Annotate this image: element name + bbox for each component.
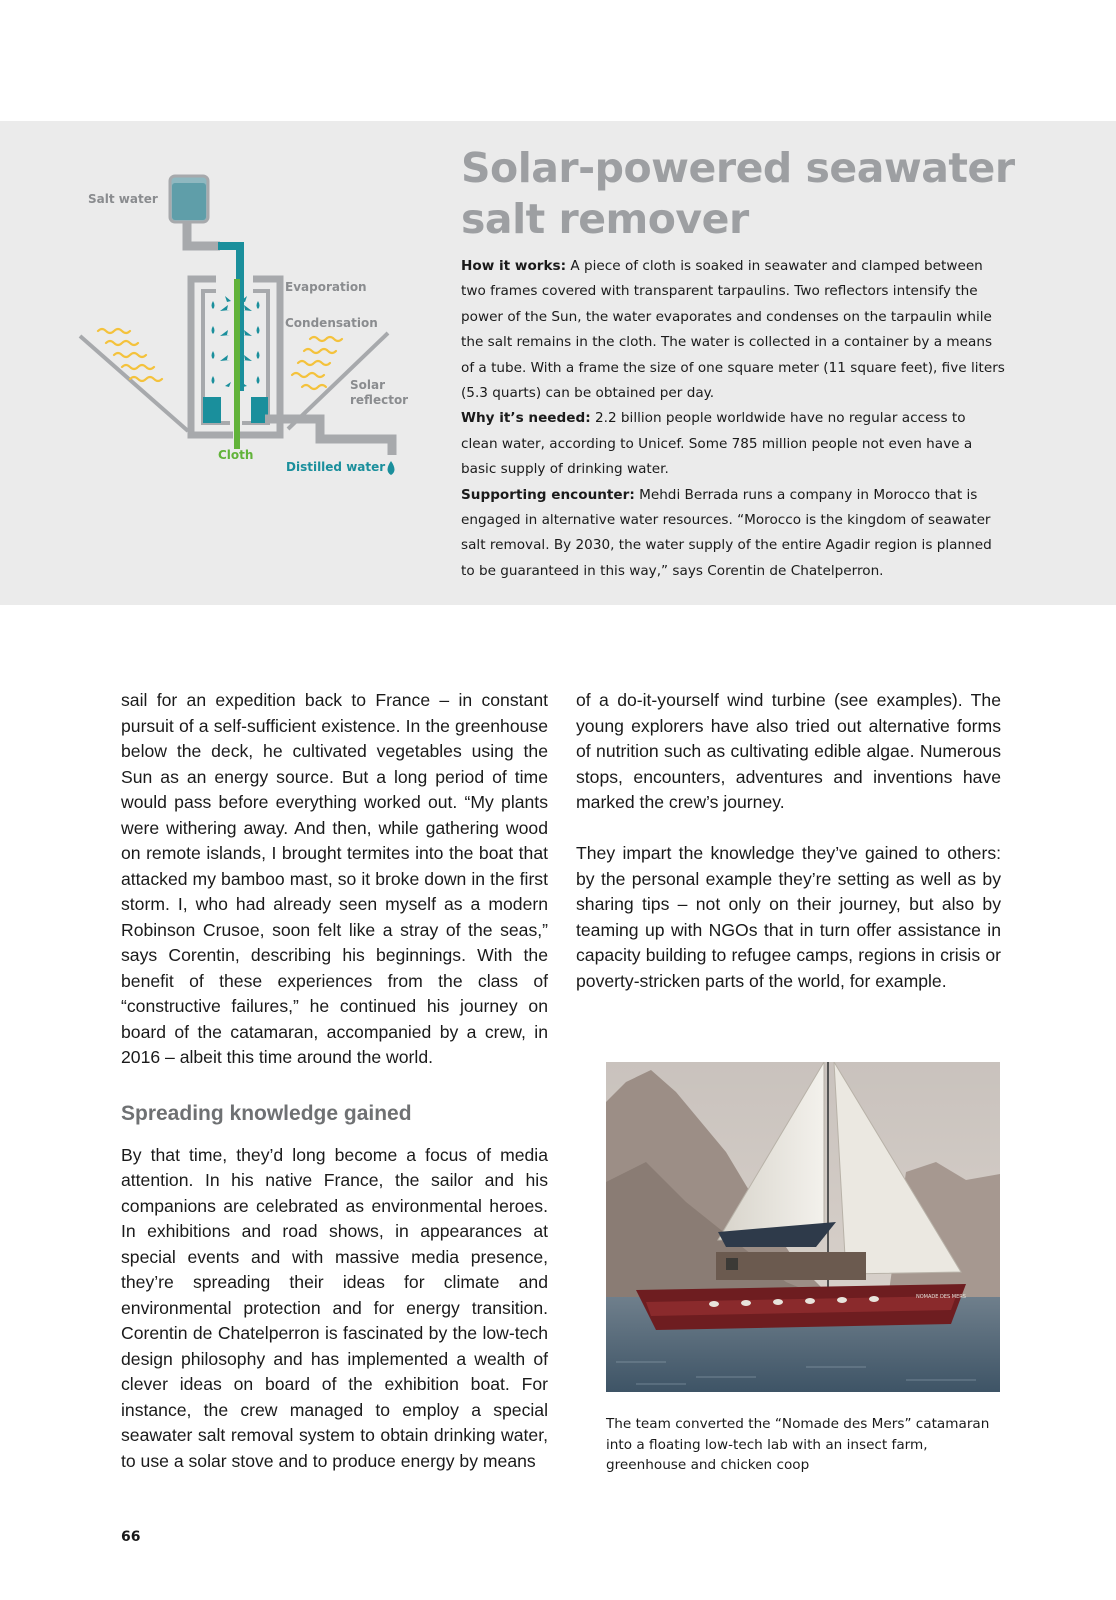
cloth xyxy=(234,279,240,449)
photo-caption: The team converted the “Nomade des Mers” catamaran into a floating low-tech lab with an insect farm, greenhouse and chicken coop xyxy=(606,1416,990,1473)
cloth-label: Cloth xyxy=(218,448,254,462)
how-it-works xyxy=(461,254,1006,406)
supporting-encounter xyxy=(461,483,1006,585)
article-paragraph: By that time, they’d long become a focus of media attention. In his native France, the sailor and his companions are celebrated as environmental heroes. In exhibitions and road shows, in appearances at special events and with massive media presence, they’re spreading their ideas for climate and environmental protection and for energy transition. Corentin de Chatelperron is fascinated by the low-tech design philosophy and has implemented a wealth of clever ideas on board of the exhibition boat. For instance, the crew managed to employ a special seawater salt removal system to obtain drinking water, to use a solar stove and to produce energy by means xyxy=(121,1144,548,1471)
page-number: 66 xyxy=(121,1529,141,1545)
desalination-diagram xyxy=(70,161,430,491)
water-drop-icon xyxy=(388,461,395,475)
reflector-label: reflector xyxy=(350,393,409,407)
catamaran-photo xyxy=(606,1062,1000,1392)
why-text: 2.2 billion people worldwide have no regular access to clean water, according to Unicef. Some 785 million people not even have a basic supply of drinking water. xyxy=(461,410,973,478)
article-column-right xyxy=(576,688,1001,994)
feed-pipe xyxy=(187,222,220,246)
info-box xyxy=(0,121,1116,605)
salt-water-tank xyxy=(170,176,208,222)
evaporation-label: Evaporation xyxy=(285,280,367,294)
sun-rays-right xyxy=(292,337,342,389)
paragraph-gap xyxy=(576,816,1001,842)
salt-water-label: Salt water xyxy=(88,192,158,206)
how-text: A piece of cloth is soaked in seawater and clamped between two frames covered with transparent tarpaulins. Two reflectors intensify the power of the Sun, the water evaporates and condenses on the tarpaulin while the salt remains in the cloth. The water is collected in a container by a means of a tube. With a frame the size of one square meter (11 square feet), five liters (5.3 quarts) can be obtained per day. xyxy=(461,258,1005,402)
why-needed xyxy=(461,406,1006,482)
reflector-left xyxy=(80,336,188,431)
support-label: Supporting encounter: xyxy=(461,486,635,503)
boat-name-text: NOMADE DES MERS xyxy=(916,1294,966,1300)
section-subheading: Spreading knowledge gained xyxy=(121,1101,412,1125)
solar-label: Solar xyxy=(350,378,386,392)
article-paragraph: They impart the knowledge they’ve gained to others: by the personal example they’re setting as well as by sharing tips – not only on their journey, but also by teaming up with NGOs that in turn offer assistance in capacity building to refugee camps, regions in crisis or poverty-stricken parts of the world, for example. xyxy=(576,843,1001,991)
article-column-left xyxy=(121,688,548,1474)
infobox-title: Solar-powered seawater salt remover xyxy=(461,144,1015,243)
support-text: Mehdi Berrada runs a company in Morocco that is engaged in alternative water resources. “Morocco is the kingdom of seawater salt removal. By 2030, the water supply of the entire Agadir region is planned to be guaranteed in this way,” says Corentin de Chatelperron. xyxy=(461,486,992,579)
sun-rays-left xyxy=(98,329,162,381)
article-paragraph: of a do-it-yourself wind turbine (see examples). The young explorers have also tried out alternative forms of nutrition such as cultivating edible algae. Numerous stops, encounters, adventures and inventions have marked the crew’s journey. xyxy=(576,690,1001,812)
infobox-text xyxy=(461,254,1006,584)
how-label: How it works: xyxy=(461,258,567,274)
article-paragraph: sail for an expedition back to France – in constant pursuit of a self-sufficient existence. In the greenhouse below the deck, he cultivated vegetables using the Sun as an energy source. But a long period of time would pass before everything worked out. “My plants were withering away. And then, while gathering wood on remote islands, I brought termites into the boat that attacked my bamboo mast, so it broke down in the first storm. I, who had already seen myself as a modern Robinson Crusoe, soon felt like a stray of the seas,” says Corentin, describing his beginnings. With the benefit of these experiences from the class of “constructive failures,” he continued his journey on board of the catamaran, accompanied by a crew, in 2016 – albeit this time around the world. xyxy=(121,690,548,1067)
distilled-water-label: Distilled water xyxy=(286,460,386,474)
condensation-label: Condensation xyxy=(285,316,378,330)
outlet-pipe xyxy=(265,419,392,455)
why-label: Why it’s needed: xyxy=(461,410,591,427)
